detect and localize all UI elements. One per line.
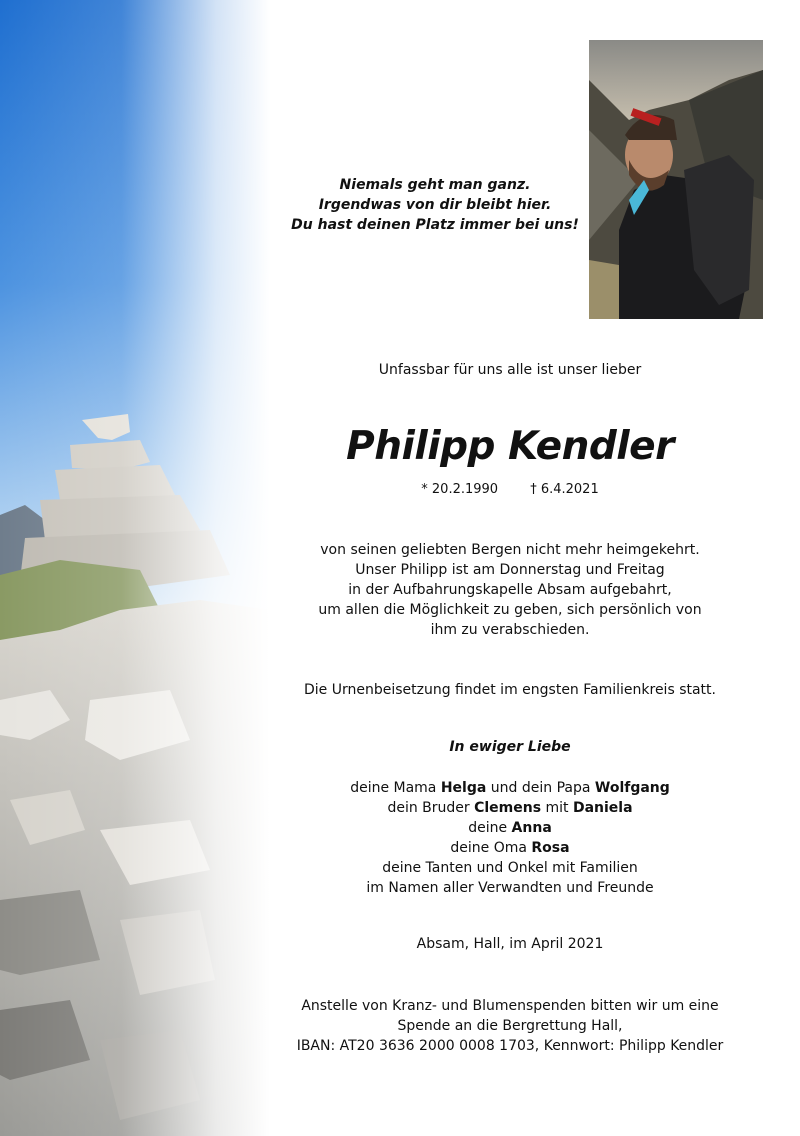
family-signatures <box>300 778 720 898</box>
memorial-quote <box>280 175 590 235</box>
family-name-daniela: Daniela <box>572 800 633 816</box>
family-text: deine Mama <box>350 780 441 796</box>
family-text: mit <box>541 800 573 816</box>
quote-line: Du hast deinen Platz immer bei uns! <box>291 217 579 233</box>
message-line: Unser Philipp ist am Donnerstag und Freitag <box>355 562 665 578</box>
donation-line: Spende an die Bergrettung Hall, <box>397 1018 623 1034</box>
death-date: † 6.4.2021 <box>530 482 599 497</box>
message-line: ihm zu verabschieden. <box>430 622 590 638</box>
family-line <box>300 818 720 838</box>
family-name-anna: Anna <box>511 820 552 836</box>
family-text: dein Bruder <box>387 800 475 816</box>
family-name-rosa: Rosa <box>531 840 570 856</box>
place-date: Absam, Hall, im April 2021 <box>416 936 604 952</box>
donation-note <box>290 996 730 1056</box>
in-loving-memory: In ewiger Liebe <box>449 739 571 755</box>
family-text: deine <box>468 820 512 836</box>
family-name-clemens: Clemens <box>474 800 542 816</box>
urn-burial-note: Die Urnenbeisetzung findet im engsten Familienkreis statt. <box>303 682 716 698</box>
family-name-helga: Helga <box>440 780 487 796</box>
family-name-wolfgang: Wolfgang <box>594 780 670 796</box>
quote-line: Niemals geht man ganz. <box>339 177 531 193</box>
family-line <box>300 838 720 858</box>
family-line <box>300 798 720 818</box>
family-line <box>300 778 720 798</box>
intro-text: Unfassbar für uns alle ist unser lieber <box>378 362 642 378</box>
deceased-name: Philipp Kendler <box>346 424 674 469</box>
donation-line: Anstelle von Kranz- und Blumenspenden bitten wir um eine <box>301 998 719 1014</box>
family-text: deine Oma <box>450 840 532 856</box>
mountain-cairn-background <box>0 0 270 1136</box>
life-dates <box>330 482 690 497</box>
family-line: deine Tanten und Onkel mit Familien <box>382 860 638 876</box>
quote-line: Irgendwas von dir bleibt hier. <box>318 197 552 213</box>
family-line: im Namen aller Verwandten und Freunde <box>366 880 654 896</box>
message-line: um allen die Möglichkeit zu geben, sich persönlich von <box>318 602 702 618</box>
birth-date: * 20.2.1990 <box>421 482 499 497</box>
family-text: und dein Papa <box>486 780 595 796</box>
announcement-message <box>300 540 720 640</box>
message-line: von seinen geliebten Bergen nicht mehr heimgekehrt. <box>320 542 700 558</box>
portrait-photo <box>589 40 763 319</box>
donation-line: IBAN: AT20 3636 2000 0008 1703, Kennwort: Philipp Kendler <box>296 1038 724 1054</box>
message-line: in der Aufbahrungskapelle Absam aufgebahrt, <box>348 582 672 598</box>
